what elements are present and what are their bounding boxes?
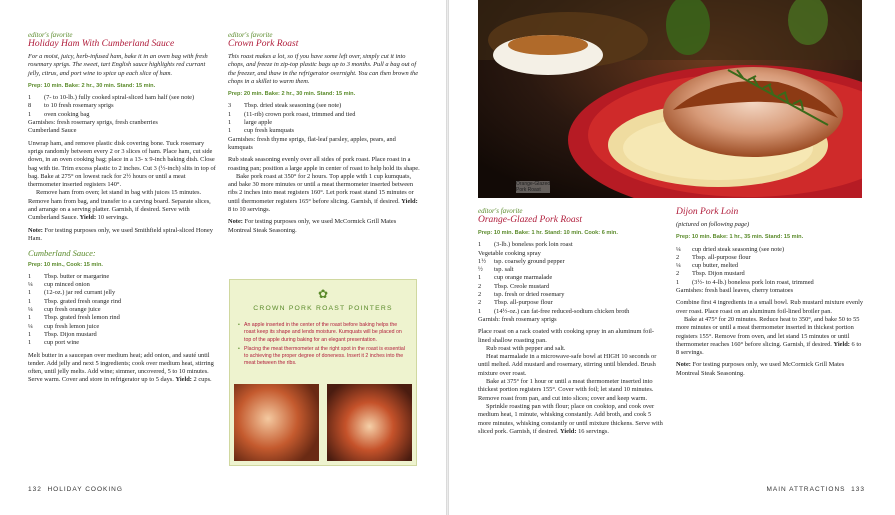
method-paragraph: Bake at 375° for 1 hour or until a meat thermometer inserted into thickest portion registers 155°. Cover with foil; let stand 10 minutes. Remove roast from pan, and cut into slices; cover and keep warm. bbox=[478, 378, 654, 402]
ingredient-item bbox=[676, 246, 866, 254]
ingredient-item bbox=[28, 298, 216, 306]
ingredient-item bbox=[28, 273, 216, 281]
editors-favorite-label: editor's favorite bbox=[28, 31, 73, 39]
ingredient-qty: 1 bbox=[478, 274, 482, 282]
ingredient-qty: 3 bbox=[228, 102, 232, 110]
ingredient-text: tsp. salt bbox=[494, 266, 514, 274]
ingredient-qty: 1½ bbox=[478, 257, 486, 265]
ingredient-item bbox=[28, 331, 216, 339]
sauce-reference: Cumberland Sauce bbox=[28, 127, 77, 135]
ingredient-list bbox=[676, 246, 866, 287]
left-footer bbox=[28, 486, 123, 493]
ingredient-text: (12-oz.) jar red currant jelly bbox=[44, 289, 116, 297]
ingredient-qty: ¼ bbox=[676, 262, 681, 270]
ingredient-qty: 1 bbox=[28, 297, 32, 305]
recipe-timing: Prep: 10 min. Bake: 1 hr., 35 min. Stand: 15 min. bbox=[676, 234, 804, 241]
recipe-title: Crown Pork Roast bbox=[228, 39, 299, 49]
ingredient-item bbox=[478, 250, 664, 258]
ingredient-text: Tbsp. all-purpose flour bbox=[692, 253, 751, 261]
ingredient-item bbox=[28, 94, 216, 102]
ingredient-item bbox=[676, 254, 866, 262]
page-number: 133 bbox=[851, 486, 865, 493]
ingredient-item bbox=[478, 299, 664, 307]
method-paragraph: Rub roast with pepper and salt. bbox=[486, 344, 566, 352]
garnish-line: Garnishes: fresh rosemary sprigs, fresh cranberries bbox=[28, 119, 158, 127]
ingredient-text: Tbsp. grated fresh orange rind bbox=[44, 297, 122, 305]
food-photo-illustration bbox=[478, 0, 862, 198]
note-label: Note: bbox=[28, 226, 43, 234]
ingredient-text: cup minced onion bbox=[44, 281, 90, 289]
sidebar-tips bbox=[238, 322, 410, 370]
ingredient-qty: 2 bbox=[676, 253, 680, 261]
recipe-title: Orange-Glazed Pork Roast bbox=[478, 215, 582, 225]
flower-icon: ✿ bbox=[317, 287, 329, 301]
ingredient-text: Tbsp. grated fresh lemon rind bbox=[44, 314, 120, 322]
ingredient-item bbox=[28, 314, 216, 322]
photo-caption: Orange-Glazed Pork Roast bbox=[516, 181, 551, 193]
section-name: HOLIDAY COOKING bbox=[47, 486, 123, 493]
ingredient-qty: 1 bbox=[28, 339, 32, 347]
method-paragraph bbox=[478, 403, 664, 436]
ingredient-text: cup port wine bbox=[44, 339, 80, 347]
ingredient-item bbox=[28, 102, 216, 110]
ingredient-text: tsp. fresh or dried rosemary bbox=[494, 291, 565, 299]
ingredient-item bbox=[478, 258, 664, 266]
orange-glazed-pork-photo bbox=[478, 0, 862, 198]
ingredient-qty: ¼ bbox=[28, 322, 33, 330]
method-paragraph bbox=[28, 189, 216, 222]
ingredient-text: Tbsp. Dijon mustard bbox=[692, 270, 745, 278]
recipe-note bbox=[28, 227, 216, 244]
sauce-timing: Prep: 10 min., Cook: 15 min. bbox=[28, 261, 103, 268]
method-text: Sprinkle roasting pan with flour; place on cooktop, and cook over medium heat, 1 minute, whisking constantly. Add broth, and cook 5 more minutes, whisking constantly or until mixture thickens. Serve with sliced pork. Garnish, if desired. bbox=[478, 402, 663, 435]
garnish-line: Garnishes: fresh thyme sprigs, flat-leaf parsley, apples, pears, and kumquats bbox=[228, 135, 396, 151]
ingredient-item bbox=[228, 102, 420, 110]
note-text: For testing purposes only, we used McCormick Grill Mates Montreal Steak Seasoning. bbox=[228, 218, 397, 234]
ingredient-item bbox=[478, 274, 664, 282]
editors-favorite-label: editor's favorite bbox=[478, 207, 523, 215]
ingredient-qty: 1 bbox=[28, 272, 32, 280]
method-text: Remove ham from oven; let stand in bag with juices 15 minutes. Remove ham from bag, and transfer to a carving board. Separate slices, and arrange on a serving platter. Garnish, if desired. Serve with Cumberland Sauce. bbox=[28, 189, 211, 222]
pointers-sidebar bbox=[229, 279, 417, 466]
sauce-method bbox=[28, 352, 216, 385]
apple-insertion-photo bbox=[234, 384, 319, 461]
ingredient-text: (11-rib) crown pork roast, trimmed and tied bbox=[244, 110, 356, 118]
ingredient-qty: ¼ bbox=[28, 306, 33, 314]
method-paragraph: Heat marmalade in a microwave-safe bowl at HIGH 10 seconds or until melted. Add mustard and rosemary, stirring until blended. Brush mixture over roast. bbox=[478, 353, 657, 377]
ingredient-item bbox=[28, 289, 216, 297]
tip-text: Placing the meat thermometer at the right spot in the roast is essential to achieving the proper degree of doneness. Insert it 2 inches into the meat between the ribs. bbox=[244, 345, 405, 367]
ingredient-qty: ¼ bbox=[676, 245, 681, 253]
garnish-line: Garnish: fresh rosemary sprigs bbox=[478, 315, 557, 323]
ingredient-qty: 1 bbox=[228, 119, 232, 127]
sidebar-title: CROWN PORK ROAST POINTERS bbox=[253, 305, 393, 312]
ingredient-text: (3½- to 4-lb.) boneless pork loin roast, trimmed bbox=[692, 278, 814, 286]
ingredient-text: (14½-oz.) can fat-free reduced-sodium chicken broth bbox=[494, 307, 630, 315]
ingredient-qty: ¼ bbox=[28, 281, 33, 289]
ingredient-text: cup butter, melted bbox=[692, 262, 739, 270]
recipe-timing: Prep: 10 min. Bake: 2 hr., 30 min. Stand: 15 min. bbox=[28, 82, 156, 89]
ingredient-text: to 10 fresh rosemary sprigs bbox=[44, 102, 114, 110]
recipe-title: Holiday Ham With Cumberland Sauce bbox=[28, 39, 175, 49]
ingredient-item bbox=[676, 262, 866, 270]
ingredient-text: cup fresh lemon juice bbox=[44, 322, 100, 330]
ingredient-text: Tbsp. all-purpose flour bbox=[494, 299, 553, 307]
yield-value: 10 servings. bbox=[97, 214, 129, 222]
right-footer bbox=[766, 486, 865, 493]
note-text: For testing purposes only, we used Smithfield spiral-sliced Honey Ham. bbox=[28, 226, 213, 242]
method-paragraph bbox=[228, 173, 420, 214]
recipe-intro: For a moist, juicy, herb-infused ham, bake it in an oven bag with fresh rosemary sprigs. The sweet, tart English sauce highlights red currant jelly, citrus, and port wine to spice up each slice of ham. bbox=[28, 53, 208, 77]
yield-label: Yield: bbox=[833, 340, 850, 348]
ingredient-item bbox=[478, 241, 664, 249]
ingredient-qty: 1 bbox=[478, 307, 482, 315]
method-paragraph: Place roast on a rack coated with cooking spray in an aluminum foil-lined shallow roasting pan. bbox=[478, 328, 655, 344]
ingredient-qty: 1 bbox=[478, 241, 482, 249]
yield-label: Yield: bbox=[401, 197, 418, 205]
page-number: 132 bbox=[28, 486, 42, 493]
ingredient-text: cup dried steak seasoning (see note) bbox=[692, 245, 785, 253]
ingredient-list bbox=[478, 241, 664, 316]
ingredient-item bbox=[28, 306, 216, 314]
ingredient-item bbox=[676, 270, 866, 278]
tip-text: An apple inserted in the center of the roast before baking helps the roast keep its shape and lends moisture. Kumquats will be placed on top of the apple during baking for an elegant presentation. bbox=[244, 322, 402, 343]
ingredient-text: cup fresh kumquats bbox=[244, 127, 295, 135]
garnish-line: Garnishes: fresh basil leaves, cherry tomatoes bbox=[676, 287, 794, 295]
note-label: Note: bbox=[228, 218, 243, 226]
recipe-note bbox=[676, 361, 866, 378]
recipe-subtitle: (pictured on following page) bbox=[676, 221, 750, 228]
recipe-intro: This roast makes a lot, so if you have some left over, simply cut it into chops, and freeze in zip-top plastic bags up to 3 months. Pull a bag out of the freezer, and thaw in the refrigerator overnight. You can then brown the chops in a skillet to warm them. bbox=[228, 53, 419, 85]
section-name: MAIN ATTRACTIONS bbox=[766, 486, 846, 493]
ingredient-text: Tbsp. dried steak seasoning (see note) bbox=[244, 102, 342, 110]
ingredient-item bbox=[228, 111, 420, 119]
ingredient-item bbox=[478, 283, 664, 291]
ingredient-qty: 2 bbox=[478, 299, 482, 307]
recipe-timing: Prep: 10 min. Bake: 1 hr. Stand: 10 min. Cook: 6 min. bbox=[478, 230, 618, 236]
yield-label: Yield: bbox=[560, 427, 577, 435]
method-paragraph: Rub steak seasoning evenly over all sides of pork roast. Place roast in a roasting pan; position a large apple in center of roast to help hold its shape. bbox=[228, 156, 420, 172]
note-label: Note: bbox=[676, 361, 691, 369]
method-text: Melt butter in a saucepan over medium heat; add onion, and sauté until tender. Add jelly and next 5 ingredients; cook over medium heat, stirring often, until jelly melts. Add wine; simmer, uncovered, 5 to 10 minutes. Serve warm. Cover and store in refrigerator up to 5 days. bbox=[28, 351, 214, 384]
method-text: Bake pork roast at 350° for 2 hours. Top apple with 1 cup kumquats, and bake 30 more minutes or until a meat thermometer inserted between ribs 2 inches into meat registers 160°. Let pork roast stand 15 minutes or until thermometer registers 165° before slicing. Garnish, if desired. bbox=[228, 172, 414, 205]
bullet-icon: • bbox=[238, 345, 240, 352]
ingredient-text: tsp. coarsely ground pepper bbox=[494, 257, 565, 265]
ingredient-text: (3-lb.) boneless pork loin roast bbox=[494, 241, 573, 249]
ingredient-text: (7- to 10-lb.) fully cooked spiral-sliced ham half (see note) bbox=[44, 94, 195, 102]
yield-label: Yield: bbox=[175, 376, 192, 384]
yield-value: 16 servings. bbox=[578, 427, 609, 435]
note-text: For testing purposes only, we used McCormick Grill Mates Montreal Steak Seasoning. bbox=[676, 361, 845, 377]
crown-pork-roast-recipe bbox=[228, 31, 420, 235]
ingredient-qty: 1 bbox=[28, 289, 32, 297]
ingredient-qty: 1 bbox=[28, 330, 32, 338]
editors-favorite-label: editor's favorite bbox=[228, 31, 273, 39]
thermometer-photo bbox=[327, 384, 412, 461]
ingredient-text: large apple bbox=[244, 119, 273, 127]
ingredient-text: cup fresh orange juice bbox=[44, 306, 101, 314]
ingredient-list bbox=[228, 102, 420, 135]
ingredient-qty: 2 bbox=[676, 270, 680, 278]
method-paragraph bbox=[676, 316, 866, 357]
ingredient-item bbox=[228, 127, 420, 135]
ingredient-qty: 8 bbox=[28, 102, 32, 110]
ingredient-qty: 2 bbox=[478, 291, 482, 299]
ingredient-item bbox=[478, 308, 664, 316]
dijon-pork-loin-recipe bbox=[676, 207, 866, 378]
tip-item bbox=[238, 346, 410, 368]
ingredient-qty: 1 bbox=[28, 94, 32, 102]
yield-value: 8 to 10 servings. bbox=[228, 206, 271, 214]
ingredient-item bbox=[28, 323, 216, 331]
ingredient-qty: 1 bbox=[228, 110, 232, 118]
ingredient-list bbox=[28, 94, 216, 119]
orange-glazed-pork-recipe bbox=[478, 207, 664, 436]
holiday-ham-recipe bbox=[28, 31, 216, 385]
ingredient-text: Vegetable cooking spray bbox=[478, 249, 541, 257]
ingredient-item bbox=[478, 266, 664, 274]
ingredient-qty: ½ bbox=[478, 266, 483, 274]
tip-item bbox=[238, 322, 410, 344]
ingredient-item bbox=[28, 339, 216, 347]
method-paragraph: Unwrap ham, and remove plastic disk covering bone. Tuck rosemary sprigs randomly between every 2 or 3 slices of ham. Place ham, cut side down, in an oven cooking bag; place in a 13- x 9-inch baking dish. Close bag with tie. Trim excess plastic to 2 inches. Cut 3 (½-inch) slits in top of bag. Bake at 275° on lowest rack for 2½ hours or until a meat thermometer inserted registers 140°. bbox=[28, 139, 216, 189]
ingredient-qty: 1 bbox=[228, 127, 232, 135]
ingredient-item bbox=[28, 281, 216, 289]
ingredient-item bbox=[28, 111, 216, 119]
recipe-timing: Prep: 20 min. Bake: 2 hr., 30 min. Stand: 15 min. bbox=[228, 91, 356, 98]
ingredient-qty: 1 bbox=[676, 278, 680, 286]
method-paragraph: Combine first 4 ingredients in a small bowl. Rub mustard mixture evenly over roast. Place roast on an aluminum foil-lined broiler pan. bbox=[676, 299, 864, 315]
yield-label: Yield: bbox=[79, 214, 97, 222]
ingredient-qty: 1 bbox=[28, 314, 32, 322]
yield-value: 2 cups. bbox=[193, 376, 212, 384]
ingredient-qty: 2 bbox=[478, 282, 482, 290]
bullet-icon: • bbox=[238, 322, 240, 328]
ingredient-item bbox=[228, 119, 420, 127]
ingredient-text: cup orange marmalade bbox=[494, 274, 553, 282]
method-text: Bake at 475° for 20 minutes. Reduce heat to 350°, and bake 50 to 55 more minutes or until a meat thermometer inserted in thickest portion registers 155°. Remove from oven, and let stand 15 minutes or until thermometer reaches 160° before slicing. Garnish, if desired. bbox=[676, 315, 860, 348]
ingredient-qty: 1 bbox=[28, 110, 32, 118]
recipe-title: Dijon Pork Loin bbox=[676, 207, 739, 217]
ingredient-item bbox=[676, 279, 866, 287]
sauce-ingredient-list bbox=[28, 273, 216, 348]
yield-value: 6 to 8 servings. bbox=[676, 340, 862, 357]
ingredient-text: oven cooking bag bbox=[44, 110, 90, 118]
ingredient-text: Tbsp. Creole mustard bbox=[494, 282, 550, 290]
ingredient-text: Tbsp. Dijon mustard bbox=[44, 330, 97, 338]
recipe-note bbox=[228, 218, 420, 235]
sauce-title: Cumberland Sauce: bbox=[28, 248, 96, 259]
ingredient-text: Tbsp. butter or margarine bbox=[44, 272, 110, 280]
ingredient-item bbox=[478, 291, 664, 299]
